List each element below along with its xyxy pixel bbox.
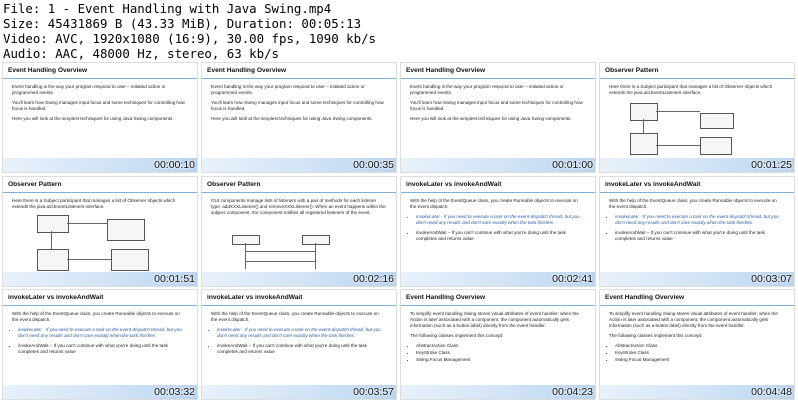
slide-title: invokeLater vs invokeAndWait [605,181,701,188]
thumbnail[interactable] [201,62,397,173]
uml-class-box [700,137,732,155]
slide-title: invokeLater vs invokeAndWait [406,181,502,188]
slide-body [410,311,585,364]
thumbnail[interactable] [2,289,198,400]
file-line: File: 1 - Event Handling with Java Swing.mp4 [3,1,332,16]
bullet-item: • invokeAndWait – If you can't continue with what you're doing until the task completes and returns value [615,230,784,242]
uml-class-box [630,133,658,155]
slide-text: Here there is a Subject participant that manages a list of Observer objects which extends the java.util.EventListeners interface. [12,198,176,209]
timestamp: 00:02:41 [552,273,593,285]
slide-body [211,311,386,359]
uml-class-box [37,215,69,233]
slide-body [609,198,784,246]
bullet-item: • invokeAndWait – If you can't continue with what you're doing until the task completes and returns value [18,343,187,355]
slide-title: Event Handling Overview [8,67,88,74]
slide-text: With the help of the EventQueue class, you create Runnable objects to execute on the event dispatch. [12,311,180,322]
bullet-item: • AbstractAction Class [416,343,585,349]
slide-text: Here there is a Subject participant that manages a list of Observer objects which extends the java.util.EventListeners interface. [609,84,773,95]
slide-title: Observer Pattern [207,181,261,188]
uml-line [67,223,107,224]
uml-line [656,111,700,112]
timestamp: 00:01:51 [154,273,195,285]
timestamp: 00:01:25 [751,159,792,171]
slide-title: Observer Pattern [605,67,659,74]
uml-class-box [111,249,149,271]
slide-body [12,84,187,126]
slide-text: The following classes implement this concept: [609,333,703,338]
title-rule [3,78,197,79]
bullet-item: • KeyStroke Class [416,350,585,356]
slide-body [410,198,585,246]
slide-text: You'll learn how Swing manages input focus and some techniques for controlling how focus is handled. [410,100,583,111]
lifeline-box [302,235,330,245]
slide-text: With the help of the EventQueue class, you create Runnable objects to execute on the event dispatch. [410,198,578,209]
lifeline [315,243,316,269]
timestamp: 00:03:07 [751,273,792,285]
size-line: Size: 45431869 B (43.33 MiB), Duration: 00:05:13 [3,16,362,31]
slide-title: Observer Pattern [8,181,62,188]
slide-text: GUI components manage lists of listeners with a pair of methods for each listener type: addXXXListener() and removeXXXListener(). When an event happens within the subject component, the component notifies all registered listeners of the event. [211,198,386,215]
thumbnail[interactable] [201,289,397,400]
title-rule [202,78,396,79]
title-rule [3,305,197,306]
message-arrow [245,261,315,262]
thumbnail[interactable] [400,176,596,287]
thumbnail[interactable] [599,62,795,173]
thumbnail[interactable] [2,62,198,173]
slide-text: Event handling is the way your program respond to user – initiated action or programmed events. [12,84,166,95]
uml-line [656,145,700,146]
title-rule [202,305,396,306]
lifeline [245,243,246,269]
uml-diagram [630,103,770,157]
slide-body [211,198,386,220]
bullet-item: • invokeLater - If you need to execute a task on the event-dispatch thread, but you don't need any results and don't care exactly when the task finishes. [217,327,386,339]
slide-body [12,198,187,214]
timestamp: 00:03:32 [154,386,195,398]
title-rule [3,192,197,193]
uml-line [67,259,111,260]
lifeline-box [232,235,260,245]
thumbnail[interactable] [400,62,596,173]
sequence-diagram [232,235,372,271]
slide-text: Here you will look at the simplest techniques for using Java Swing components. [410,116,572,121]
title-rule [600,305,794,306]
bullet-item: • Swing Focus Management [416,357,585,363]
title-rule [202,192,396,193]
audio-line: Audio: AAC, 48000 Hz, stereo, 63 kb/s [3,46,280,61]
slide-text: Here you will look at the simplest techniques for using Java Swing components. [12,116,174,121]
thumbnail[interactable] [201,176,397,287]
slide-text: With the help of the EventQueue class, you create Runnable objects to execute on the event dispatch. [609,198,777,209]
title-rule [401,192,595,193]
uml-class-box [107,219,145,241]
timestamp: 00:02:16 [353,273,394,285]
timestamp: 00:00:10 [154,159,195,171]
bullet-item: • Swing Focus Management [615,357,784,363]
slide-body [410,84,585,126]
title-rule [401,78,595,79]
slide-body [609,311,784,364]
title-rule [600,192,794,193]
slide-text: Event handling is the way your program respond to user – initiated action or programmed events. [410,84,564,95]
slide-text: To simplify event handling Swing stores visual attributes of event handler; when the Action is later associated with a component, the component automatically gets information (such as a button label) directly from the event handler. [609,311,778,328]
bullet-item: • KeyStroke Class [615,350,784,356]
timestamp: 00:04:48 [751,386,792,398]
bullet-item: • invokeLater - If you need to execute a task on the event-dispatch thread, but you don't need any results and don't care exactly when the task finishes. [615,214,784,226]
thumbnail[interactable] [400,289,596,400]
slide-title: Event Handling Overview [406,67,486,74]
uml-line [51,231,52,249]
timestamp: 00:04:23 [552,386,593,398]
uml-note-box [700,113,734,129]
thumbnail[interactable] [599,289,795,400]
bullet-item: • invokeAndWait – If you can't continue with what you're doing until the task completes and returns value [217,343,386,355]
slide-text: You'll learn how Swing manages input focus and some techniques for controlling how focus is handled. [12,100,185,111]
bullet-item: • invokeAndWait – If you can't continue with what you're doing until the task completes and returns value [416,230,585,242]
video-info-header [0,0,798,62]
timestamp: 00:01:00 [552,159,593,171]
uml-diagram [31,215,181,271]
bullet-item: • invokeLater - If you need to execute a task on the event-dispatch thread, but you don't need any results and don't care exactly when the task finishes. [18,327,187,339]
slide-title: Event Handling Overview [406,294,486,301]
slide-text: To simplify event handling Swing stores visual attributes of event handler; when the Action is later associated with a component, the component automatically gets information (such as a button label) directly from the event handler. [410,311,579,328]
slide-text: You'll learn how Swing manages input focus and some techniques for controlling how focus is handled. [211,100,384,111]
thumbnail[interactable] [599,176,795,287]
thumbnail[interactable] [2,176,198,287]
slide-body [211,84,386,126]
slide-text: With the help of the EventQueue class, you create Runnable objects to execute on the event dispatch. [211,311,379,322]
slide-title: invokeLater vs invokeAndWait [8,294,104,301]
uml-class-box [630,103,658,121]
message-arrow [245,251,315,252]
uml-class-box [37,249,69,271]
slide-title: Event Handling Overview [207,67,287,74]
timestamp: 00:00:35 [353,159,394,171]
timestamp: 00:03:57 [353,386,394,398]
slide-text: Event handling is the way your program respond to user – initiated action or programmed events. [211,84,365,95]
slide-title: invokeLater vs invokeAndWait [207,294,303,301]
uml-line [643,119,644,133]
slide-text: The following classes implement this concept: [410,333,504,338]
slide-text: Here you will look at the simplest techniques for using Java Swing components. [211,116,373,121]
slide-body [12,311,187,359]
video-line: Video: AVC, 1920x1080 (16:9), 30.00 fps, 1090 kb/s [3,31,376,46]
thumbnail-grid [0,62,798,401]
bullet-item: • AbstractAction Class [615,343,784,349]
bullet-item: • invokeLater - If you need to execute a task on the event-dispatch thread, but you don't need any results and don't care exactly when the task finishes. [416,214,585,226]
title-rule [600,78,794,79]
slide-title: Event Handling Overview [605,294,685,301]
title-rule [401,305,595,306]
slide-body [609,84,784,100]
